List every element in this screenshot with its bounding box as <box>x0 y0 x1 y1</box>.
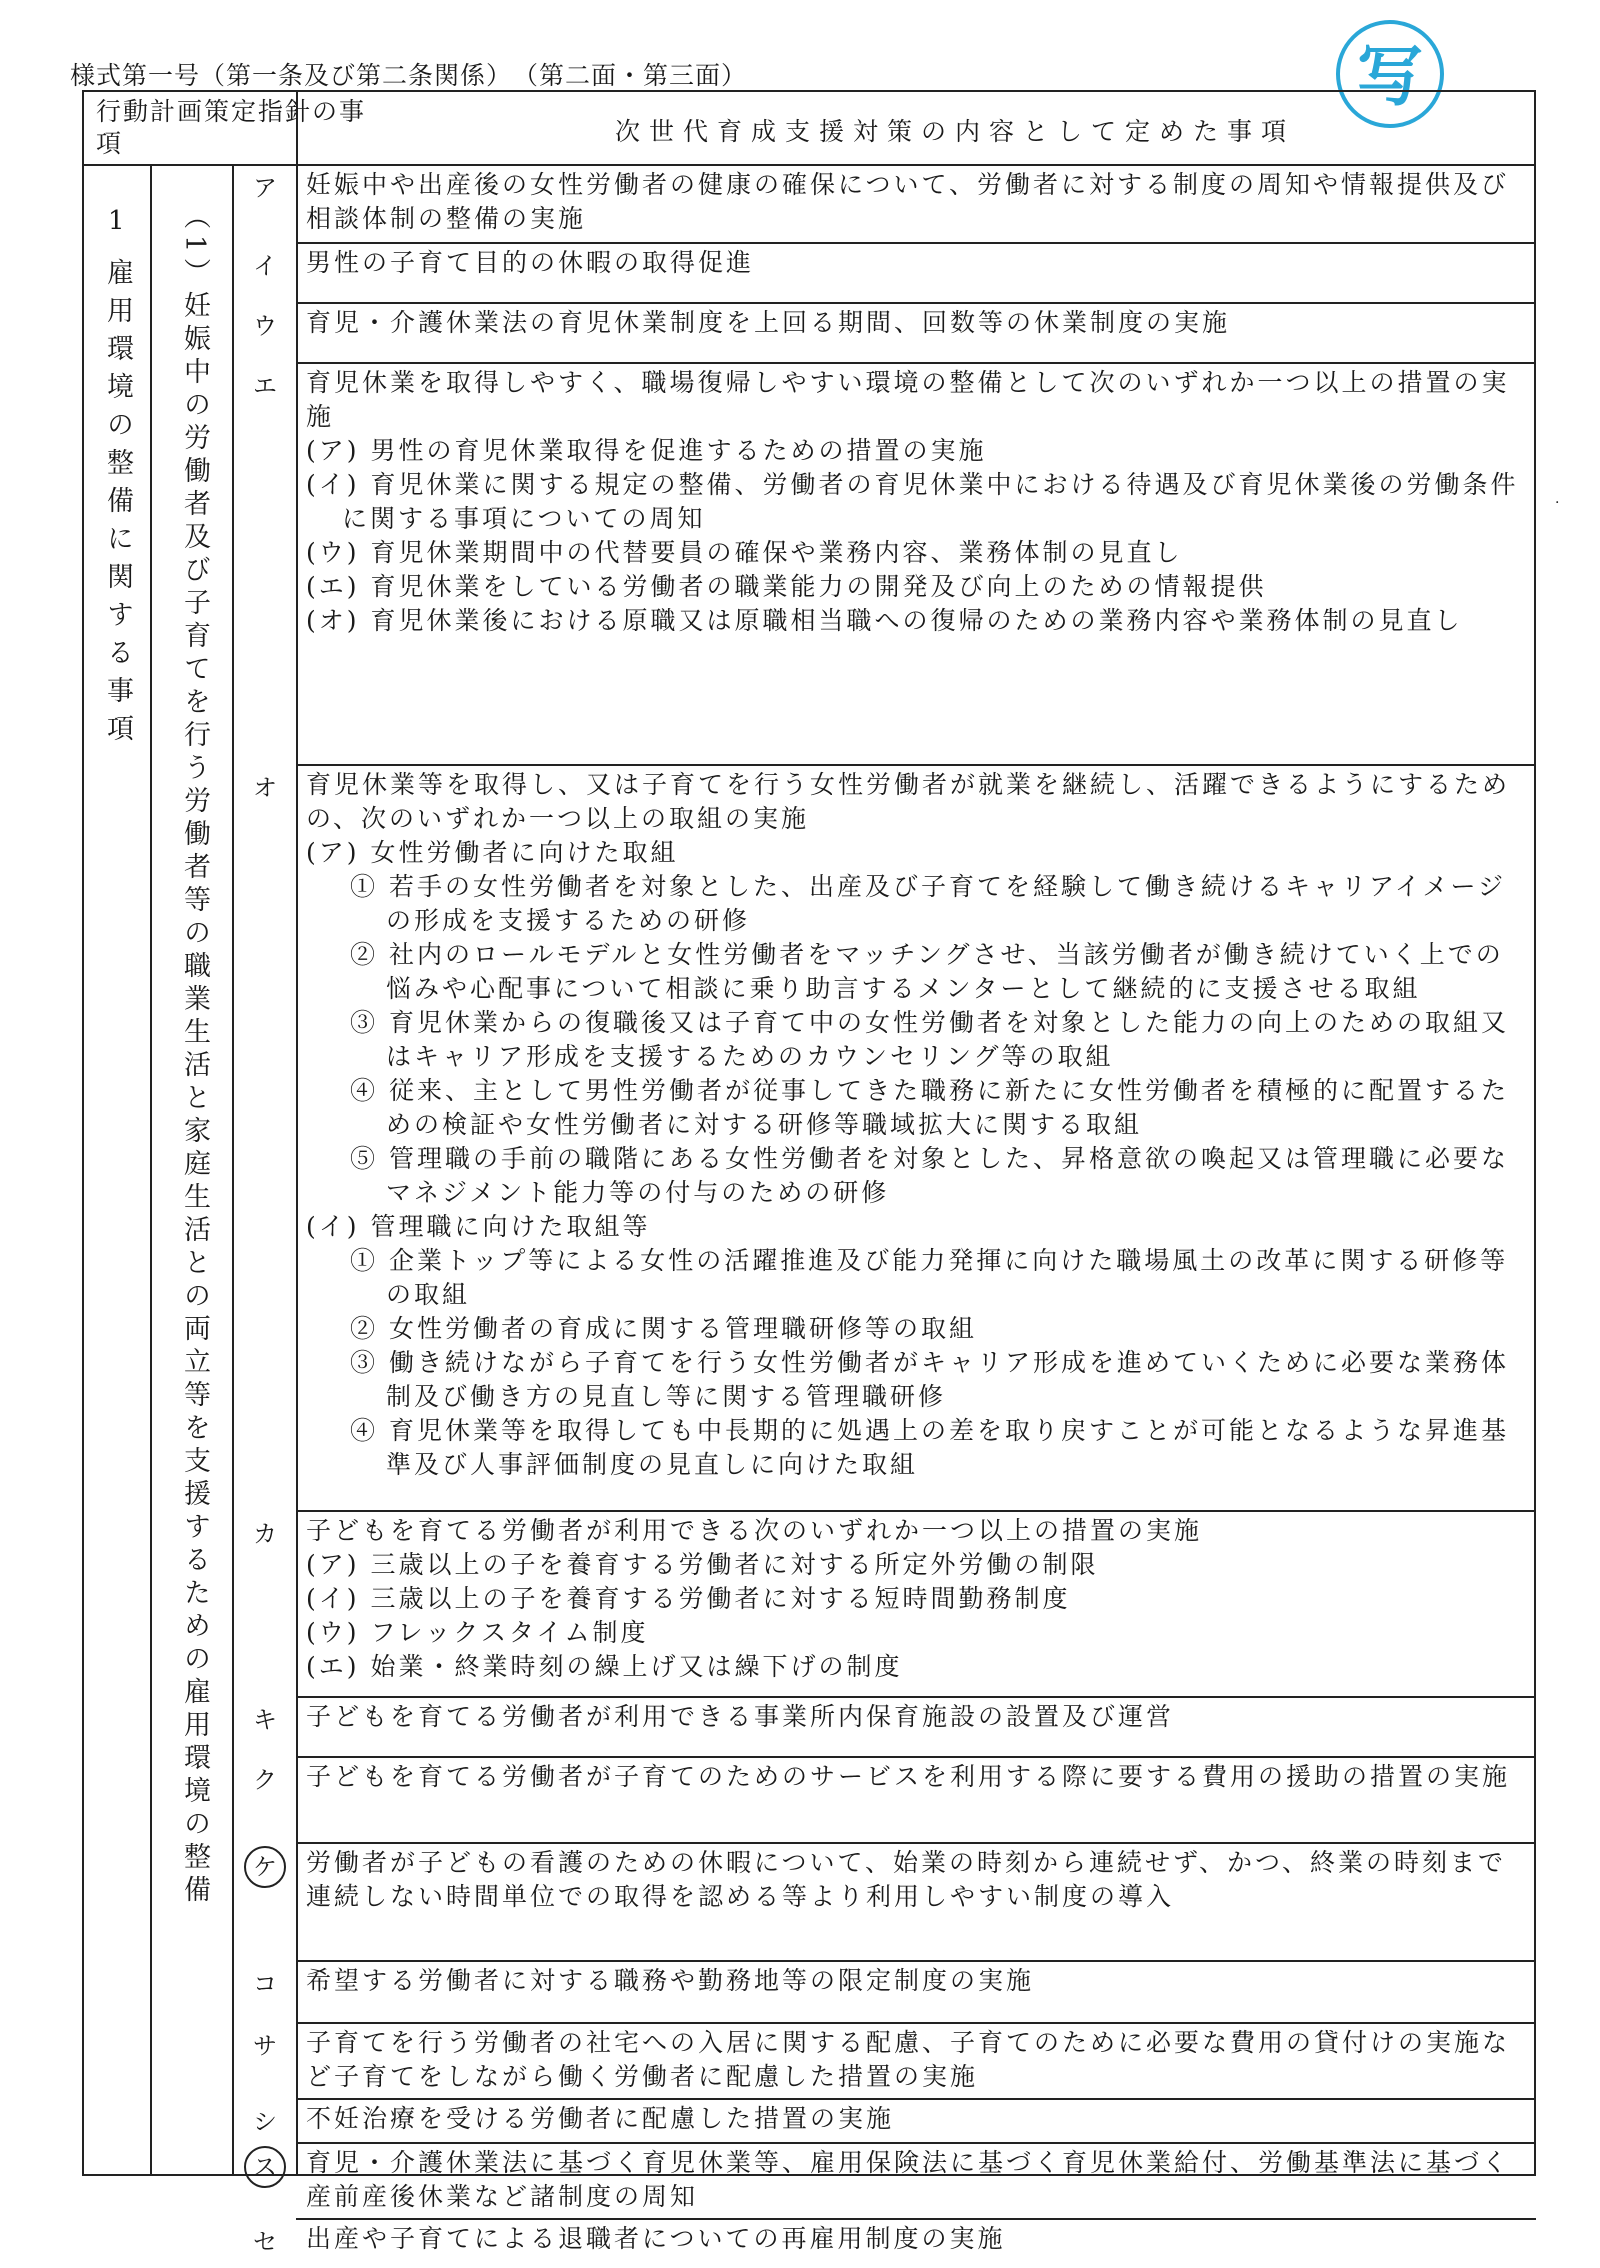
measure-line: (イ) 育児休業に関する規定の整備、労働者の育児休業中における待遇及び育児休業後の労働条件に関する事項についての周知 <box>306 470 1519 533</box>
measure-content <box>306 168 1524 236</box>
measure-content <box>306 1700 1524 1734</box>
measure-line: ④ 育児休業等を取得しても中長期的に処遇上の差を取り戻すことが可能となるような昇進基準及び人事評価制度の見直しに向けた取組 <box>350 1416 1509 1479</box>
measure-row <box>253 362 1536 766</box>
section-title: 雇用環境の整備に関する事項 <box>102 258 133 752</box>
measure-mark: キ <box>253 1706 277 1734</box>
measure-mark-cell <box>234 1510 296 1696</box>
measure-line: ① 若手の女性労働者を対象とした、出産及び子育てを経験して働き続けるキャリアイメージの形成を支援するための研修 <box>350 872 1506 935</box>
measure-line: 希望する労働者に対する職務や勤務地等の限定制度の実施 <box>306 1966 1035 1995</box>
measure-line: (イ) 三歳以上の子を養育する労働者に対する短時間勤務制度 <box>306 1584 1071 1613</box>
measure-mark-cell <box>234 1842 296 1960</box>
measure-row <box>253 2098 1536 2144</box>
measure-content <box>306 2222 1524 2256</box>
measure-line: ① 企業トップ等による女性の活躍推進及び能力発揮に向けた職場風土の改革に関する研修等の取組 <box>350 1246 1509 1309</box>
measure-mark-cell <box>234 2022 296 2098</box>
header-measures-label: 次世代育成支援対策の内容として定めた事項 <box>614 117 1295 146</box>
measure-line: 子どもを育てる労働者が子育てのためのサービスを利用する際に要する費用の援助の措置の実施 <box>306 1762 1511 1791</box>
measure-row <box>253 1960 1536 2024</box>
measure-content <box>306 366 1524 638</box>
measure-line: 子育てを行う労働者の社宅への入居に関する配慮、子育てのために必要な費用の貸付けの実施など子育てをしながら働く労働者に配慮した措置の実施 <box>306 2028 1511 2091</box>
measure-line: 育児休業等を取得し、又は子育てを行う女性労働者が就業を継続し、活躍できるようにするための、次のいずれか一つ以上の取組の実施 <box>306 770 1511 833</box>
measure-mark: ウ <box>253 312 277 340</box>
measure-line: 育児休業を取得しやすく、職場復帰しやすい環境の整備として次のいずれか一つ以上の措置の実施 <box>306 368 1510 431</box>
measure-line: 男性の子育て目的の休暇の取得促進 <box>306 248 755 277</box>
measure-line: (ア) 男性の育児休業取得を促進するための措置の実施 <box>306 436 987 465</box>
measure-mark: ア <box>253 174 277 202</box>
measure-mark-cell <box>234 1960 296 2022</box>
section-number: 1 <box>108 206 125 236</box>
measure-mark-cell <box>234 1756 296 1842</box>
measure-mark-cell <box>234 362 296 764</box>
measure-row <box>253 164 1536 244</box>
measure-line: ⑤ 管理職の手前の職階にある女性労働者を対象とした、昇格意欲の喚起又は管理職に必要なマネジメント能力等の付与のための研修 <box>350 1144 1509 1207</box>
measure-row <box>253 302 1536 364</box>
measure-mark: コ <box>253 1970 277 1998</box>
measure-row <box>253 1696 1536 1758</box>
measure-line: ③ 育児休業からの復職後又は子育て中の女性労働者を対象とした能力の向上のための取組又はキャリア形成を支援するためのカウンセリング等の取組 <box>350 1008 1509 1071</box>
measure-line: (エ) 始業・終業時刻の繰上げ又は繰下げの制度 <box>306 1652 903 1681</box>
measure-line: 不妊治療を受ける労働者に配慮した措置の実施 <box>306 2104 895 2133</box>
measure-mark-circled: ス <box>234 2146 296 2188</box>
measure-mark: サ <box>253 2032 277 2060</box>
measure-mark-cell <box>234 2098 296 2142</box>
measure-line: (エ) 育児休業をしている労働者の職業能力の開発及び向上のための情報提供 <box>306 572 1267 601</box>
measure-row <box>253 242 1536 304</box>
measure-content <box>306 768 1524 1482</box>
measure-mark: ク <box>253 1766 277 1794</box>
measure-content <box>306 1846 1524 1914</box>
measure-line: ② 女性労働者の育成に関する管理職研修等の取組 <box>350 1314 977 1343</box>
measure-mark: セ <box>253 2228 277 2256</box>
measure-line: ④ 従来、主として男性労働者が従事してきた職務に新たに女性労働者を積極的に配置するための検証や女性労働者に対する研修等職域拡大に関する取組 <box>350 1076 1509 1139</box>
copy-stamp: 写 <box>1336 20 1444 128</box>
measure-mark-circled: ケ <box>234 1846 296 1888</box>
measure-row <box>253 2218 1536 2268</box>
measure-mark-cell <box>234 2142 296 2218</box>
measure-mark-cell <box>234 164 296 242</box>
measure-line: (ア) 女性労働者に向けた取組 <box>306 838 679 867</box>
form-table <box>82 90 1536 2256</box>
measure-mark: カ <box>253 1520 277 1548</box>
subsection-title: （1）妊娠中の労働者及び子育てを行う労働者等の職業生活と家庭生活との両立等を支援するための雇用環境の整備 <box>179 202 210 1909</box>
measure-line: 育児・介護休業法に基づく育児休業等、雇用保険法に基づく育児休業給付、労働基準法に基づく産前産後休業など諸制度の周知 <box>306 2148 1511 2211</box>
measure-content <box>306 306 1524 340</box>
measure-mark-cell <box>234 2218 296 2268</box>
measure-content <box>306 1514 1524 1684</box>
stray-mark: · <box>1555 495 1560 511</box>
measure-line: (ウ) 育児休業期間中の代替要員の確保や業務内容、業務体制の見直し <box>306 538 1183 567</box>
measure-content <box>306 1964 1524 1998</box>
measure-row <box>253 764 1536 1512</box>
measure-row <box>253 1510 1536 1698</box>
measure-line: 出産や子育てによる退職者についての再雇用制度の実施 <box>306 2224 1006 2253</box>
form-title: 様式第一号（第一条及び第二条関係） （第二面・第三面） <box>70 61 748 90</box>
measure-mark: エ <box>253 372 277 400</box>
measure-mark-cell <box>234 764 296 1510</box>
measure-content <box>306 1760 1524 1794</box>
measure-row <box>253 1842 1536 1962</box>
measure-line: ② 社内のロールモデルと女性労働者をマッチングさせ、当該労働者が働き続けていく上での悩みや心配事について相談に乗り助言するメンターとして継続的に支援させる取組 <box>350 940 1504 1003</box>
measure-mark: シ <box>253 2108 277 2136</box>
header-guideline-label: 行動計画策定指針の事項 <box>96 97 367 158</box>
measure-row <box>253 2022 1536 2100</box>
measure-row <box>253 2142 1536 2220</box>
measure-content <box>306 2146 1524 2214</box>
measure-line: 妊娠中や出産後の女性労働者の健康の確保について、労働者に対する制度の周知や情報提供及び相談体制の整備の実施 <box>306 170 1510 233</box>
measure-mark: イ <box>253 252 277 280</box>
measure-line: 子どもを育てる労働者が利用できる次のいずれか一つ以上の措置の実施 <box>306 1516 1203 1545</box>
measure-content <box>306 246 1524 280</box>
measure-content <box>306 2026 1524 2094</box>
measure-line: (オ) 育児休業後における原職又は原職相当職への復帰のための業務内容や業務体制の見直し <box>306 606 1463 635</box>
measure-mark-cell <box>234 1696 296 1756</box>
measure-line: 子どもを育てる労働者が利用できる事業所内保育施設の設置及び運営 <box>306 1702 1175 1731</box>
measure-mark-cell <box>234 242 296 302</box>
measure-line: (イ) 管理職に向けた取組等 <box>306 1212 651 1241</box>
measure-mark: オ <box>253 774 277 802</box>
measure-line: 労働者が子どもの看護のための休暇について、始業の時刻から連続せず、かつ、終業の時刻まで連続しない時間単位での取得を認める等より利用しやすい制度の導入 <box>306 1848 1507 1911</box>
measure-line: (ア) 三歳以上の子を養育する労働者に対する所定外労働の制限 <box>306 1550 1099 1579</box>
measure-content <box>306 2102 1524 2136</box>
measure-mark-cell <box>234 302 296 362</box>
measure-line: 育児・介護休業法の育児休業制度を上回る期間、回数等の休業制度の実施 <box>306 308 1231 337</box>
measure-row <box>253 1756 1536 1844</box>
measure-line: ③ 働き続けながら子育てを行う女性労働者がキャリア形成を進めていくために必要な業務体制及び働き方の見直し等に関する管理職研修 <box>350 1348 1509 1411</box>
measure-line: (ウ) フレックスタイム制度 <box>306 1618 649 1647</box>
